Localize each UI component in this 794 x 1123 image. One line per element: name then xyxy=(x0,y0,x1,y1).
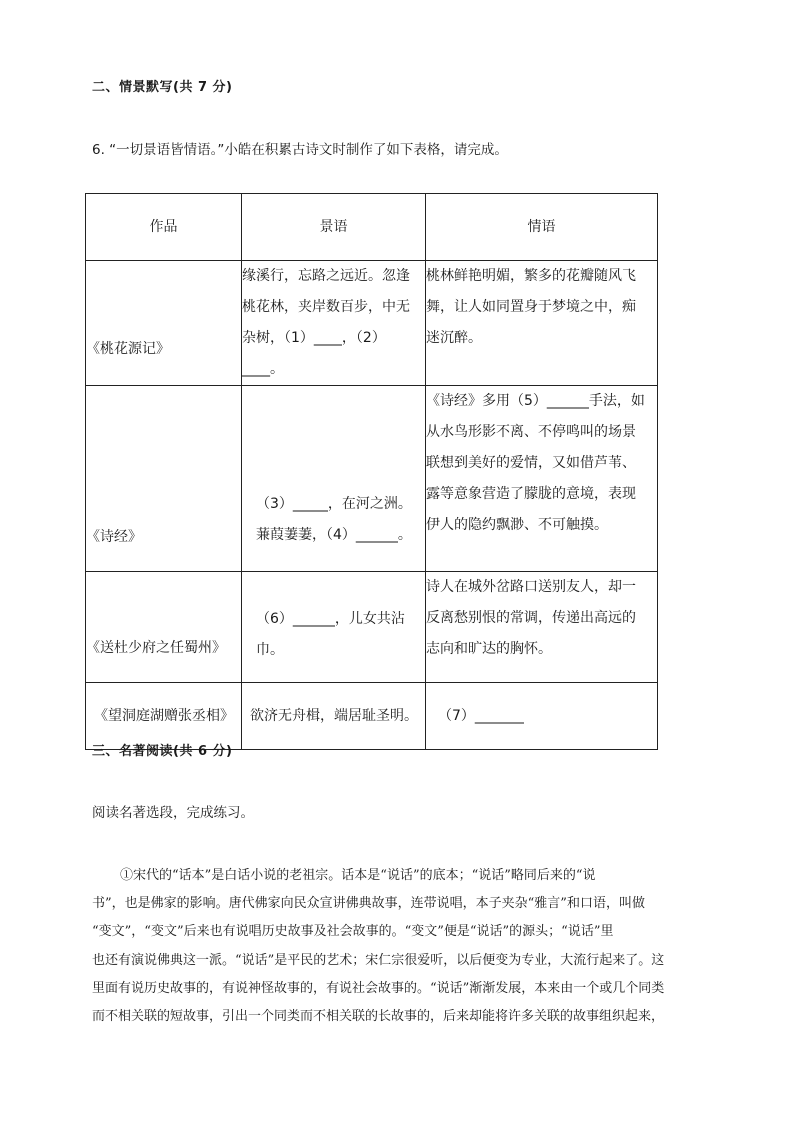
scene-cell xyxy=(242,572,426,683)
scene-cell xyxy=(242,261,426,386)
scene-line: 蒹葭萋萋，（4）______。 xyxy=(256,527,412,543)
emotion-line: 诗人在城外岔路口送别友人，却一 xyxy=(426,579,636,595)
emotion-line: 联想到美好的爱情，又如借芦苇、 xyxy=(426,455,636,471)
work-cell: 《望洞庭湖赠张丞相》 xyxy=(86,683,242,750)
emotion-cell xyxy=(426,386,658,572)
emotion-line: 露等意象营造了朦胧的意境，表现 xyxy=(426,486,636,502)
emotion-line: 《诗经》多用（5）______手法，如 xyxy=(426,393,645,409)
poem-table xyxy=(85,193,658,750)
table-header-row xyxy=(86,194,658,261)
section-3-title: 三、名著阅读(共 6 分) xyxy=(92,744,233,759)
passage-line: 书”，也是佛家的影响。唐代佛家向民众宣讲佛典故事，连带说唱，本子夹杂“雅言”和口语，叫做 xyxy=(92,896,645,912)
passage-line: 而不相关联的短故事，引出一个同类而不相关联的长故事的，后来却能将许多关联的故事组织起来， xyxy=(92,1009,665,1025)
scene-cell: 欲济无舟楫，端居耻圣明。 xyxy=(242,683,426,750)
emotion-line: 从水鸟形影不离、不停鸣叫的场景 xyxy=(426,424,636,440)
table-row xyxy=(86,261,658,386)
scene-line: （3）_____，在河之洲。 xyxy=(256,496,412,512)
emotion-cell: （7）_______ xyxy=(426,683,658,750)
scene-line: 桃花林，夹岸数百步，中无 xyxy=(242,299,410,315)
scene-line: （6）______，儿女共沾巾。 xyxy=(256,611,405,658)
emotion-cell xyxy=(426,572,658,683)
emotion-line: 迷沉醉。 xyxy=(426,330,482,346)
table-row xyxy=(86,572,658,683)
work-cell: 《诗经》 xyxy=(86,386,242,572)
passage-line: 里面有说历史故事的，有说神怪故事的，有说社会故事的。“说话”渐渐发展，本来由一个或几个同类 xyxy=(92,980,665,996)
passage-line: 也还有演说佛典这一派。“说话”是平民的艺术；宋仁宗很爱听，以后便变为专业，大流行起来了。这 xyxy=(92,952,665,968)
work-cell: 《桃花源记》 xyxy=(86,261,242,386)
scene-cell xyxy=(242,386,426,572)
table-row xyxy=(86,386,658,572)
emotion-line: 志向和旷达的胸怀。 xyxy=(426,641,552,657)
passage-line: “变文”，“变文”后来也有说唱历史故事及社会故事的。“变文”便是“说话”的源头；“说话”里 xyxy=(92,924,614,940)
question-6-prompt: 6. “一切景语皆情语。”小皓在积累古诗文时制作了如下表格，请完成。 xyxy=(92,142,508,158)
reading-instruction: 阅读名著选段，完成练习。 xyxy=(92,805,254,821)
emotion-line: 桃林鲜艳明媚，繁多的花瓣随风飞 xyxy=(426,268,636,284)
work-cell: 《送杜少府之任蜀州》 xyxy=(86,572,242,683)
section-2-title: 二、情景默写(共 7 分) xyxy=(92,80,233,95)
emotion-line: 舞，让人如同置身于梦境之中，痴 xyxy=(426,299,636,315)
header-emotion: 情语 xyxy=(426,194,658,261)
emotion-line: 伊人的隐约飘渺、不可触摸。 xyxy=(426,517,608,533)
emotion-cell xyxy=(426,261,658,386)
reading-passage xyxy=(92,862,702,1031)
scene-line: 杂树，（1）____，（2）____。 xyxy=(242,330,386,377)
passage-line: ①宋代的“话本”是白话小说的老祖宗。话本是“说话”的底本；“说话”略同后来的“说 xyxy=(120,868,596,883)
scene-line: 缘溪行，忘路之远近。忽逢 xyxy=(242,268,410,284)
header-work: 作品 xyxy=(86,194,242,261)
emotion-line: 反离愁别恨的常调，传递出高远的 xyxy=(426,610,636,626)
header-scene: 景语 xyxy=(242,194,426,261)
